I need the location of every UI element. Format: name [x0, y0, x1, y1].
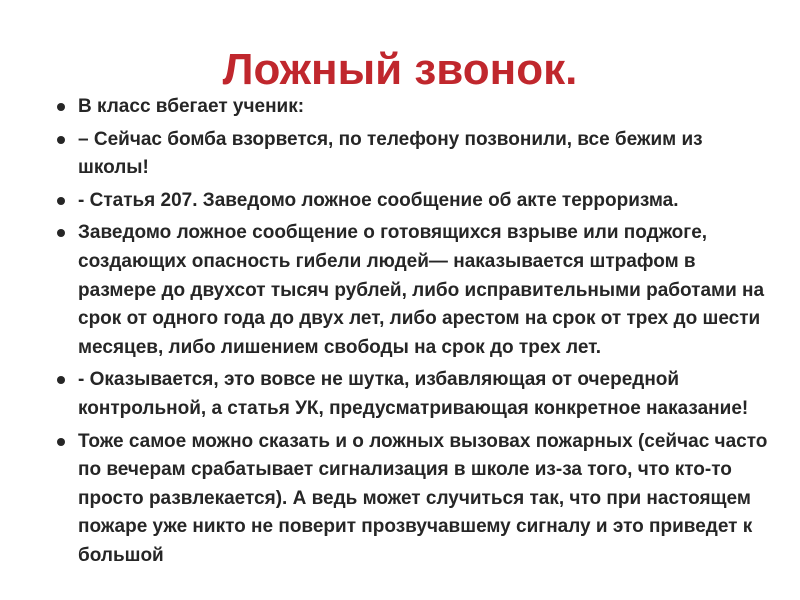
- bullet-item: [48, 187, 768, 216]
- bullet-item: [48, 126, 768, 183]
- bullet-item: [48, 219, 768, 362]
- bullet-text: – Сейчас бомба взорвется, по телефону позвонили, все бежим из школы!: [78, 128, 703, 179]
- bullet-dot-icon: [57, 136, 65, 144]
- bullet-dot-icon: [57, 197, 65, 205]
- bullet-text: Тоже самое можно сказать и о ложных вызовах пожарных (сейчас часто по вечерам срабатывает сигнализация в школе из-за того, что кто-то просто развлекается). А ведь может случиться так, что при настоящем пожаре уже никто не поверит прозвучавшему сигналу и это приведет к большой: [78, 430, 768, 566]
- bullet-dot-icon: [57, 103, 65, 111]
- bullet-dot-icon: [57, 229, 65, 237]
- bullet-list: [48, 93, 768, 575]
- bullet-dot-icon: [57, 438, 65, 446]
- bullet-text: Заведомо ложное сообщение о готовящихся взрыве или поджоге, создающих опасность гибели людей— наказывается штрафом в размере до двухсот тысяч рублей, либо исправительными работами на срок от одного года до двух лет, либо арестом на срок от трех до шести месяцев, либо лишением свободы на срок до трех лет.: [78, 222, 765, 358]
- bullet-text: - Оказывается, это вовсе не шутка, избавляющая от очередной контрольной, а статья УК, предусматривающая конкретное наказание!: [78, 369, 749, 419]
- bullet-item: [48, 93, 768, 122]
- bullet-item: [48, 366, 768, 423]
- slide-title: Ложный звонок.: [222, 45, 578, 94]
- bullet-text: - Статья 207. Заведомо ложное сообщение об акте терроризма.: [78, 189, 679, 211]
- bullet-dot-icon: [57, 376, 65, 384]
- bullet-text: В класс вбегает ученик:: [78, 96, 305, 117]
- bullet-item: [48, 428, 768, 571]
